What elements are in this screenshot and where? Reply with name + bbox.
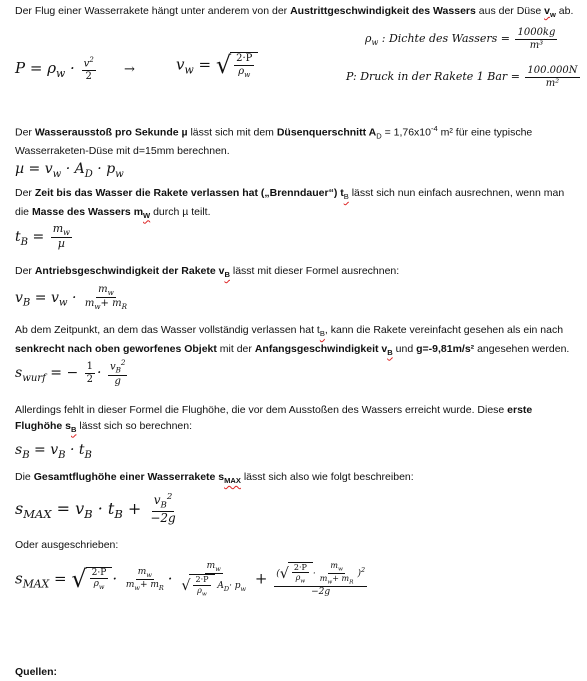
bold-term: Austrittgeschwindigkeit des Wassers xyxy=(290,5,476,17)
formula-sb: $s_B = v_B \cdot t_B$ xyxy=(15,442,92,461)
formula-tb: $t_B$ = $\frac{m_w}{\text{µ}}$ xyxy=(15,222,70,251)
formula-smax-expanded: $s_{MAX}$ = √ $\frac{2\cdot P}{\rho_w}$ · $\frac{m_w}{m_w+ m_R}$ · $m_w$ √ $\frac{2\cdot P}{\rho_w}$ $A_D\cdot p_w$ + ( √ $\frac{2\cdot P}{\rho_w}$ · $\frac{m_w}{m_w+ m_R}$ )$^2$ −2g xyxy=(15,561,366,598)
free-flight-paragraph: Ab dem Zeitpunkt, an dem das Wasser vollständig verlassen hat $t_B$, kann die Rakete vereinfacht gesehen als ein nach senkrecht nach oben geworfenes Objekt mit der Anfangsgeschwindigkeit $v_B$ und g=-9,81m/s² angesehen werden. xyxy=(15,324,570,357)
formula-pressure: $P = \rho_w$ · $\frac{v^2}{2}$ xyxy=(15,55,94,82)
intro-paragraph xyxy=(15,4,575,23)
burn-time-paragraph: Der Zeit bis das Wasser die Rakete verlassen hat („Brenndauer“) $t_B$ lässt sich nun einfach ausrechnen, wenn man die Masse des Wassers $m_W$ durch µ teilt. xyxy=(15,187,565,220)
text: aus der Düse xyxy=(475,5,545,17)
written-out-label: Oder ausgeschrieben: xyxy=(15,539,119,551)
text: Der Flug einer Wasserrakete hängt unter anderem von der xyxy=(15,5,291,17)
formula-pressure-definition: P: Druck in der Rakete 1 Bar = $\frac{100.000N}{\text{m²}}$ xyxy=(346,65,578,89)
sources-heading: Quellen: xyxy=(15,666,58,678)
drive-velocity-paragraph: Der Antriebsgeschwindigkeit der Rakete $v_B$ lässt mit dieser Formel ausrechnen: xyxy=(15,265,400,280)
formula-smax: $s_{MAX} = v_B \cdot t_B$ + $\frac{v_B^2}{-2g}$ xyxy=(15,492,176,526)
text: ab. xyxy=(555,5,574,17)
formula-rho-definition: $\rho_w$ : Dichte des Wassers = $\frac{1000kg}{\text{m³}}$ xyxy=(365,27,556,51)
ejection-paragraph: Der Wasserausstoß pro Sekunde µ lässt sich mit dem Düsenquerschnitt $A_D = 1,76x10^{-4}$ m² für eine typische Wasserraketen-Düse mit d=15mm berechnen. xyxy=(15,124,533,158)
formula-velocity: $v_w$ = √ $\frac{2\cdot P}{\rho_w}$ xyxy=(176,52,258,79)
total-height-paragraph: Die Gesamtflughöhe einer Wasserrakete $s_{MAX}$ lässt sich also wie folgt beschreiben: xyxy=(15,471,414,486)
formula-vb: $v_B = v_w$ · $\frac{m_w}{m_w+ m_R}$ xyxy=(15,284,127,312)
first-height-paragraph: Allerdings fehlt in dieser Formel die Flughöhe, die vor dem Ausstoßen des Wassers erreicht wurde. Diese erste Flughöhe $s_B$ lässt sich so berechnen: xyxy=(15,404,533,434)
symbol-vw: $v_w$ xyxy=(544,5,556,20)
arrow-symbol: → xyxy=(124,62,135,77)
formula-mu: $\mu = v_w \cdot A_D \cdot p_w$ xyxy=(15,161,124,180)
formula-swurf: $s_{wurf}$ = − $\frac{1}{2}$ · $\frac{v_B^2}{g}$ xyxy=(15,358,126,387)
